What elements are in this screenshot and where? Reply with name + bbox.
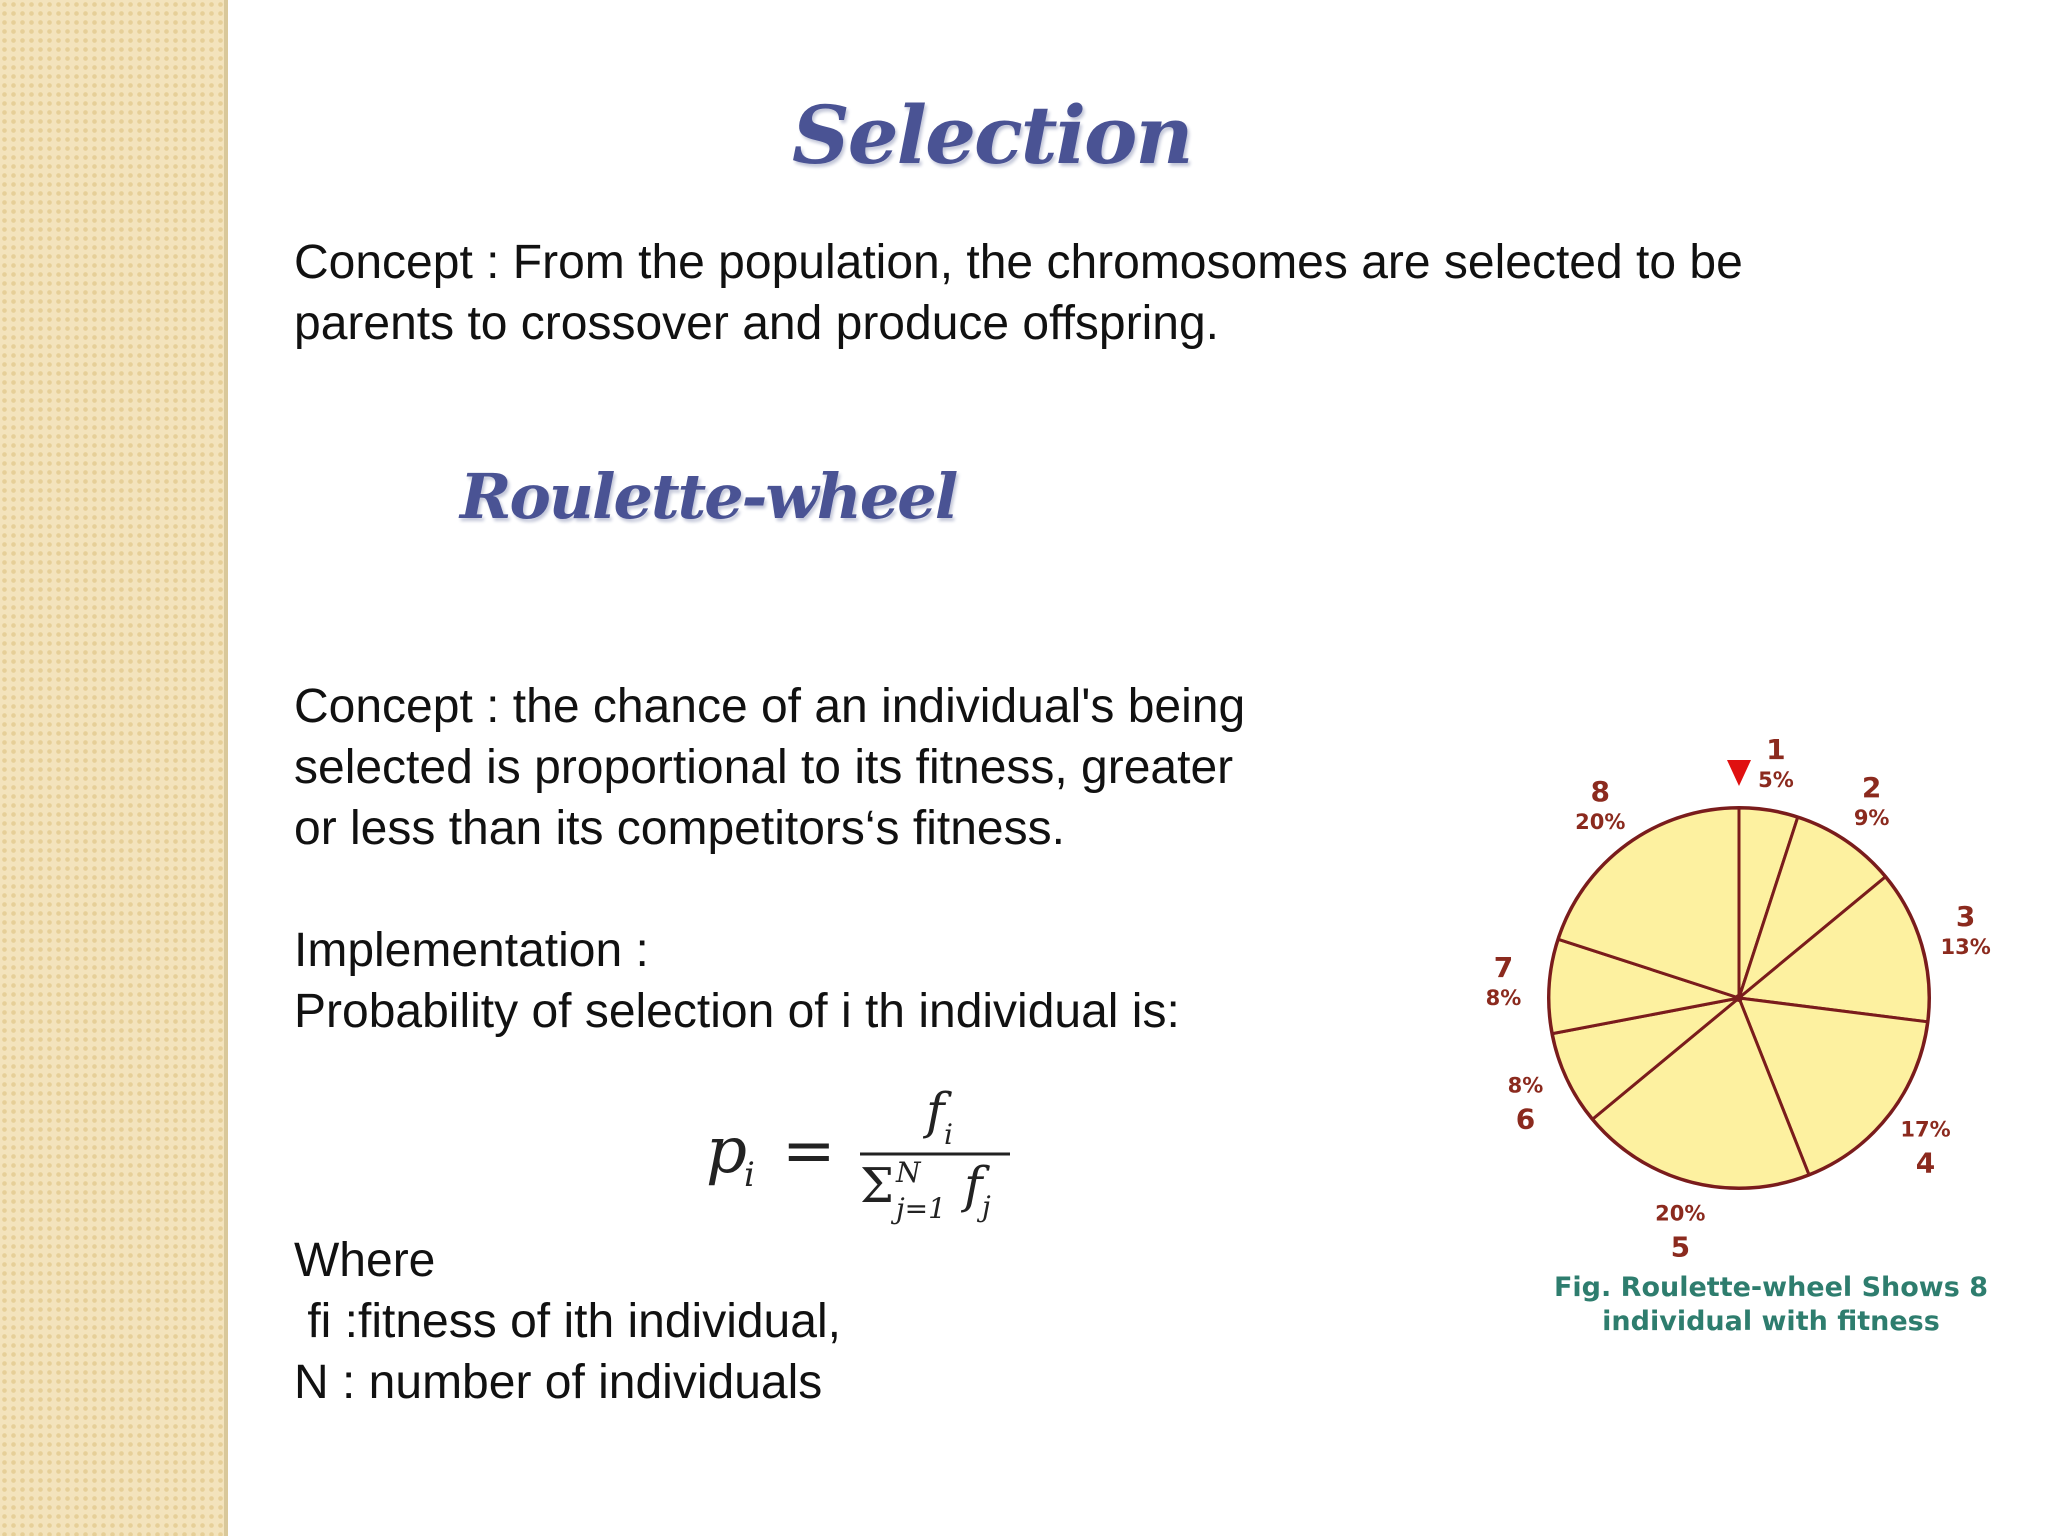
- slice-percent-label: 17%: [1900, 1117, 1951, 1142]
- concept-line: or less than its competitors‘s fitness.: [294, 802, 1065, 855]
- concept-line: Concept : From the population, the chromosomes are selected to be: [294, 236, 1743, 289]
- slice-percent-label: 13%: [1940, 935, 1991, 960]
- figure-caption-line: Fig. Roulette-wheel Shows 8: [1553, 1272, 1989, 1303]
- slice-number-label: 1: [1766, 732, 1786, 766]
- formula-lhs: p: [706, 1114, 747, 1188]
- figure-caption-line: individual with fitness: [1602, 1306, 1940, 1337]
- formula-numerator: f: [926, 1082, 945, 1140]
- section-subtitle: Roulette-wheel: [460, 460, 957, 533]
- slice-number-label: 5: [1670, 1230, 1691, 1264]
- where-line: Where: [294, 1234, 436, 1287]
- slice-number-label: 7: [1493, 951, 1514, 985]
- pointer-icon: [1727, 760, 1751, 786]
- wheel-slices: [1549, 805, 1929, 1188]
- formula-term: f: [964, 1156, 983, 1214]
- slice-number-label: 8: [1590, 775, 1611, 809]
- formula-sum-lower: j=1: [896, 1192, 946, 1225]
- slice-percent-label: 8%: [1507, 1073, 1544, 1098]
- where-paragraph: [294, 1230, 841, 1413]
- slice-percent-label: 5%: [1758, 767, 1794, 792]
- slice-percent-label: 20%: [1655, 1201, 1706, 1226]
- formula-numerator-subscript: i: [944, 1118, 953, 1151]
- slice-number-label: 3: [1955, 900, 1976, 934]
- wheel-hub: [1735, 994, 1743, 1002]
- where-line: fi :fitness of ith individual,: [294, 1295, 841, 1348]
- implementation-line: Probability of selection of i th individual is:: [294, 985, 1180, 1038]
- slice-percent-label: 9%: [1853, 805, 1890, 830]
- concept-line: Concept : the chance of an individual's being: [294, 680, 1246, 733]
- roulette-concept-paragraph: [294, 676, 1245, 859]
- slice-number-label: 6: [1515, 1102, 1536, 1136]
- concept-paragraph: [294, 232, 1743, 354]
- slide-title: Selection: [792, 88, 1192, 182]
- formula-lhs-subscript: i: [744, 1155, 755, 1195]
- roulette-wheel-figure: [1485, 726, 2026, 1337]
- formula-sigma: Σ: [860, 1158, 894, 1214]
- side-decor-band: [0, 0, 228, 1536]
- implementation-line: Implementation :: [294, 924, 649, 977]
- concept-line: selected is proportional to its fitness, greater: [294, 741, 1234, 794]
- slice-number-label: 2: [1861, 770, 1882, 804]
- implementation-paragraph: [294, 920, 1180, 1042]
- slice-number-label: 4: [1915, 1146, 1936, 1180]
- formula-sum-upper: N: [896, 1156, 921, 1189]
- slice-percent-label: 8%: [1485, 986, 1522, 1011]
- formula-term-subscript: j: [982, 1190, 991, 1223]
- slice-percent-label: 20%: [1575, 810, 1626, 835]
- probability-formula: [700, 1082, 1020, 1225]
- where-line: N : number of individuals: [294, 1356, 823, 1409]
- formula-equals: =: [782, 1114, 836, 1188]
- concept-line: parents to crossover and produce offspring.: [294, 297, 1219, 350]
